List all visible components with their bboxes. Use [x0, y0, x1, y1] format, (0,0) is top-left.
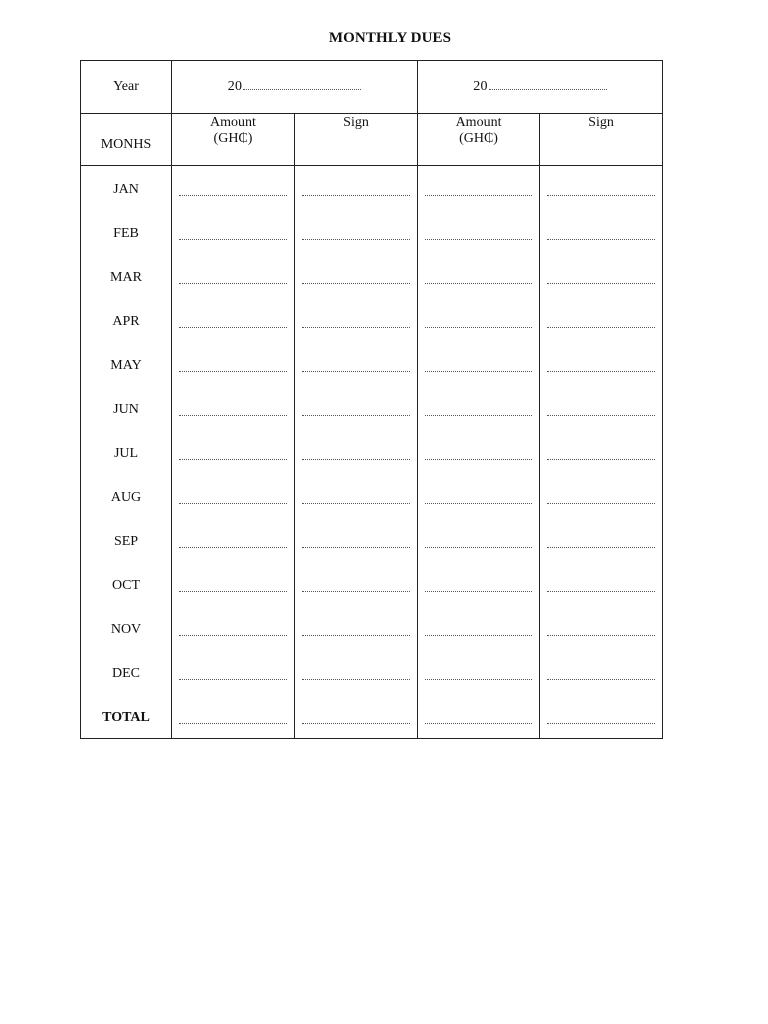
sign-header-2: Sign [540, 114, 663, 166]
amount-cell-year-2[interactable] [418, 518, 540, 562]
month-label: JUL [81, 430, 172, 474]
amount-cell-year-1[interactable] [172, 386, 295, 430]
amount-cell-year-1[interactable] [172, 562, 295, 606]
month-label: MAR [81, 254, 172, 298]
amount-cell-year-2[interactable] [418, 474, 540, 518]
month-row [81, 210, 663, 254]
total-sign-year-1[interactable] [295, 694, 418, 739]
sign-cell-year-2[interactable] [540, 342, 663, 386]
month-row [81, 342, 663, 386]
month-row [81, 254, 663, 298]
month-label: MAY [81, 342, 172, 386]
month-label: JAN [81, 166, 172, 211]
month-row [81, 474, 663, 518]
amount-cell-year-2[interactable] [418, 210, 540, 254]
amount-cell-year-1[interactable] [172, 430, 295, 474]
year-label: Year [81, 61, 172, 114]
sign-cell-year-1[interactable] [295, 606, 418, 650]
amount-cell-year-1[interactable] [172, 298, 295, 342]
amount-header-2-currency: (GH₵) [459, 131, 498, 146]
amount-cell-year-2[interactable] [418, 430, 540, 474]
sign-cell-year-2[interactable] [540, 562, 663, 606]
total-row [81, 694, 663, 739]
amount-header-1-label: Amount [210, 115, 256, 130]
dues-table [80, 60, 663, 739]
amount-cell-year-2[interactable] [418, 298, 540, 342]
amount-cell-year-2[interactable] [418, 386, 540, 430]
month-row [81, 298, 663, 342]
amount-cell-year-2[interactable] [418, 166, 540, 211]
amount-header-2 [418, 114, 540, 166]
amount-cell-year-2[interactable] [418, 650, 540, 694]
total-sign-year-2[interactable] [540, 694, 663, 739]
amount-cell-year-1[interactable] [172, 606, 295, 650]
year-1-value: 20 [227, 79, 243, 94]
month-label: NOV [81, 606, 172, 650]
year-1-blank[interactable] [243, 80, 361, 90]
month-label: JUN [81, 386, 172, 430]
sign-cell-year-2[interactable] [540, 474, 663, 518]
amount-cell-year-2[interactable] [418, 606, 540, 650]
amount-header-1 [172, 114, 295, 166]
sign-cell-year-1[interactable] [295, 210, 418, 254]
sign-cell-year-2[interactable] [540, 650, 663, 694]
total-amount-year-2[interactable] [418, 694, 540, 739]
amount-cell-year-1[interactable] [172, 254, 295, 298]
sign-cell-year-2[interactable] [540, 210, 663, 254]
month-label: SEP [81, 518, 172, 562]
sign-cell-year-2[interactable] [540, 606, 663, 650]
month-label: FEB [81, 210, 172, 254]
months-body [81, 166, 663, 739]
amount-header-2-label: Amount [455, 115, 502, 130]
amount-cell-year-1[interactable] [172, 210, 295, 254]
amount-cell-year-2[interactable] [418, 342, 540, 386]
sign-cell-year-1[interactable] [295, 650, 418, 694]
month-row [81, 562, 663, 606]
months-header: MONHS [81, 114, 172, 166]
sign-cell-year-1[interactable] [295, 166, 418, 211]
year-1-field[interactable] [172, 61, 418, 114]
sign-cell-year-2[interactable] [540, 254, 663, 298]
year-2-value: 20 [473, 79, 488, 94]
total-amount-year-1[interactable] [172, 694, 295, 739]
month-row [81, 606, 663, 650]
page-title: MONTHLY DUES [328, 30, 452, 46]
total-label: TOTAL [81, 694, 172, 739]
month-label: DEC [81, 650, 172, 694]
sign-cell-year-1[interactable] [295, 518, 418, 562]
amount-cell-year-1[interactable] [172, 474, 295, 518]
sign-cell-year-2[interactable] [540, 430, 663, 474]
sign-cell-year-1[interactable] [295, 386, 418, 430]
month-row [81, 650, 663, 694]
month-row [81, 166, 663, 211]
amount-cell-year-1[interactable] [172, 342, 295, 386]
sign-cell-year-2[interactable] [540, 166, 663, 211]
sign-cell-year-1[interactable] [295, 254, 418, 298]
sign-cell-year-1[interactable] [295, 562, 418, 606]
sign-cell-year-1[interactable] [295, 342, 418, 386]
month-label: APR [81, 298, 172, 342]
amount-cell-year-2[interactable] [418, 254, 540, 298]
year-2-blank[interactable] [489, 80, 607, 90]
amount-cell-year-1[interactable] [172, 650, 295, 694]
sign-cell-year-1[interactable] [295, 474, 418, 518]
month-row [81, 386, 663, 430]
amount-cell-year-1[interactable] [172, 518, 295, 562]
month-label: OCT [81, 562, 172, 606]
month-label: AUG [81, 474, 172, 518]
column-header-row [81, 114, 663, 166]
amount-cell-year-1[interactable] [172, 166, 295, 211]
sign-cell-year-2[interactable] [540, 298, 663, 342]
sign-cell-year-1[interactable] [295, 430, 418, 474]
sign-cell-year-1[interactable] [295, 298, 418, 342]
amount-cell-year-2[interactable] [418, 562, 540, 606]
sign-header-1: Sign [295, 114, 418, 166]
month-row [81, 518, 663, 562]
year-row [81, 61, 663, 114]
month-row [81, 430, 663, 474]
amount-header-1-currency: (GH₵) [213, 131, 253, 146]
sign-cell-year-2[interactable] [540, 386, 663, 430]
sign-cell-year-2[interactable] [540, 518, 663, 562]
year-2-field[interactable] [418, 61, 663, 114]
